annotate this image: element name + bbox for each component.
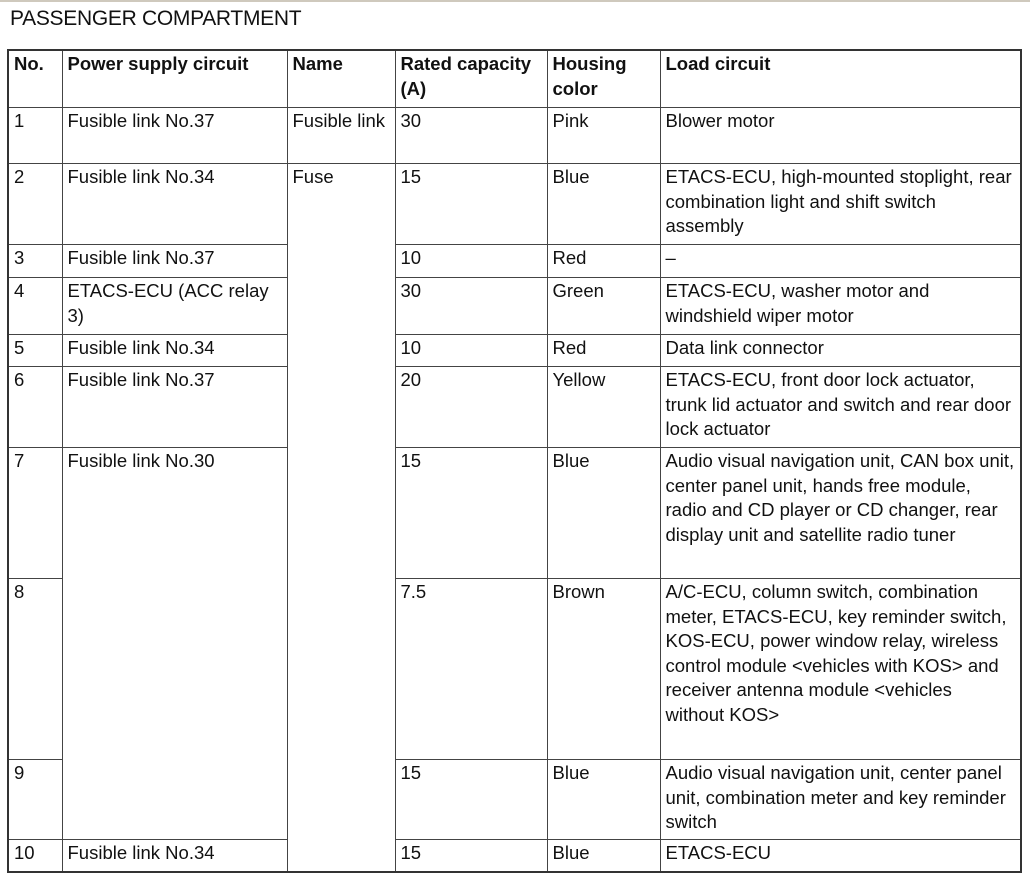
cell-load: A/C-ECU, column switch, combination meter, ETACS-ECU, key reminder switch, KOS-ECU, power window relay, wireless control module <vehicles with KOS> and receiver antenna module <vehicles without KOS> — [660, 579, 1021, 760]
cell-capacity: 15 — [395, 164, 547, 245]
cell-capacity: 20 — [395, 367, 547, 448]
cell-capacity: 15 — [395, 840, 547, 873]
cell-load: Data link connector — [660, 335, 1021, 367]
cell-load: Audio visual navigation unit, center panel unit, combination meter and key reminder switch — [660, 760, 1021, 840]
header-load-circuit: Load circuit — [660, 50, 1021, 108]
cell-capacity: 10 — [395, 245, 547, 278]
cell-load: ETACS-ECU, high-mounted stoplight, rear combination light and shift switch assembly — [660, 164, 1021, 245]
cell-color: Blue — [547, 164, 660, 245]
cell-capacity: 30 — [395, 108, 547, 164]
table-row — [8, 108, 1021, 164]
cell-color: Red — [547, 245, 660, 278]
cell-no: 2 — [8, 164, 62, 245]
top-divider — [0, 0, 1030, 2]
cell-power: Fusible link No.37 — [62, 108, 287, 164]
cell-power: Fusible link No.37 — [62, 367, 287, 448]
cell-no: 4 — [8, 278, 62, 335]
cell-capacity: 15 — [395, 760, 547, 840]
header-no: No. — [8, 50, 62, 108]
header-power-supply: Power supply circuit — [62, 50, 287, 108]
cell-color: Blue — [547, 760, 660, 840]
cell-power: Fusible link No.34 — [62, 335, 287, 367]
page-title: PASSENGER COMPARTMENT — [10, 7, 302, 30]
table-row — [8, 840, 1021, 873]
table-row — [8, 278, 1021, 335]
table-row — [8, 164, 1021, 245]
cell-no: 5 — [8, 335, 62, 367]
header-name: Name — [287, 50, 395, 108]
cell-power: Fusible link No.30 — [62, 448, 287, 840]
table-row — [8, 335, 1021, 367]
cell-power: Fusible link No.34 — [62, 164, 287, 245]
cell-load: Blower motor — [660, 108, 1021, 164]
cell-name: Fusible link — [287, 108, 395, 164]
cell-capacity: 15 — [395, 448, 547, 579]
cell-no: 9 — [8, 760, 62, 840]
cell-load: ETACS-ECU — [660, 840, 1021, 873]
cell-color: Blue — [547, 840, 660, 873]
cell-color: Green — [547, 278, 660, 335]
cell-power: ETACS-ECU (ACC relay 3) — [62, 278, 287, 335]
table-row — [8, 367, 1021, 448]
cell-no: 7 — [8, 448, 62, 579]
cell-load: – — [660, 245, 1021, 278]
cell-name: Fuse — [287, 164, 395, 873]
fuse-table — [7, 49, 1022, 873]
cell-color: Red — [547, 335, 660, 367]
cell-color: Yellow — [547, 367, 660, 448]
cell-color: Blue — [547, 448, 660, 579]
cell-load: ETACS-ECU, front door lock actuator, trunk lid actuator and switch and rear door lock actuator — [660, 367, 1021, 448]
cell-no: 8 — [8, 579, 62, 760]
table-header-row — [8, 50, 1021, 108]
cell-color: Brown — [547, 579, 660, 760]
header-capacity: Rated capacity (A) — [395, 50, 547, 108]
cell-load: ETACS-ECU, washer motor and windshield wiper motor — [660, 278, 1021, 335]
cell-capacity: 10 — [395, 335, 547, 367]
cell-no: 6 — [8, 367, 62, 448]
cell-no: 3 — [8, 245, 62, 278]
table-row — [8, 448, 1021, 579]
cell-color: Pink — [547, 108, 660, 164]
cell-capacity: 30 — [395, 278, 547, 335]
cell-power: Fusible link No.37 — [62, 245, 287, 278]
cell-capacity: 7.5 — [395, 579, 547, 760]
cell-no: 10 — [8, 840, 62, 873]
header-housing-color: Housing color — [547, 50, 660, 108]
cell-no: 1 — [8, 108, 62, 164]
cell-power: Fusible link No.34 — [62, 840, 287, 873]
cell-load: Audio visual navigation unit, CAN box unit, center panel unit, hands free module, radio and CD player or CD changer, rear display unit and satellite radio tuner — [660, 448, 1021, 579]
table-row — [8, 245, 1021, 278]
